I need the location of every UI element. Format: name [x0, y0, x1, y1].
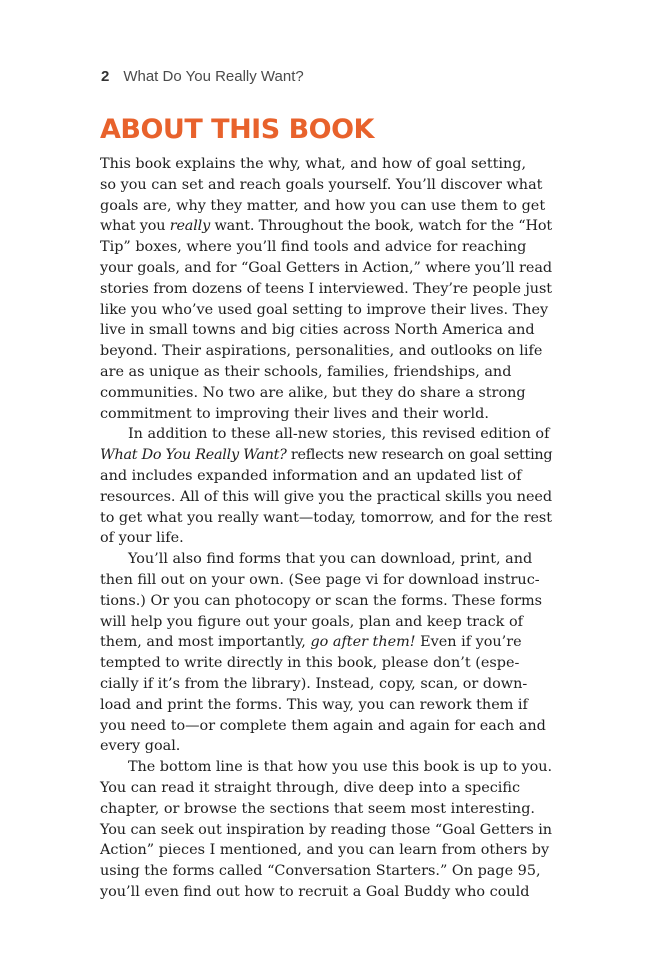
text-segment: every goal.	[100, 738, 181, 755]
text-segment: them, and most importantly,	[100, 634, 311, 651]
text-line	[100, 320, 552, 341]
text-line	[100, 799, 552, 820]
text-line	[100, 279, 552, 300]
text-line	[100, 716, 552, 737]
text-segment: you need to—or complete them again and again for each and	[100, 717, 546, 734]
emphasis-text: What Do You Really Want?	[100, 447, 287, 464]
text-line	[100, 528, 552, 549]
running-head-title: What Do You Really Want?	[123, 68, 304, 85]
text-line	[100, 570, 552, 591]
text-line	[100, 404, 552, 425]
text-line	[100, 757, 552, 778]
text-segment: using the forms called “Conversation Starters.” On page 95,	[100, 863, 541, 880]
text-line	[100, 237, 552, 258]
text-segment: Tip” boxes, where you’ll find tools and advice for reaching	[100, 239, 527, 256]
text-line	[100, 424, 552, 445]
text-line	[100, 820, 552, 841]
text-line	[100, 383, 552, 404]
text-segment: are as unique as their schools, families, friendships, and	[100, 363, 512, 380]
text-segment: The bottom line is that how you use this book is up to you.	[128, 759, 552, 776]
text-line	[100, 549, 552, 570]
text-line	[100, 674, 552, 695]
text-segment: then fill out on your own. (See page vi for download instruc-	[100, 571, 540, 588]
text-segment: beyond. Their aspirations, personalities, and outlooks on life	[100, 343, 543, 360]
text-line	[100, 466, 552, 487]
text-line	[100, 258, 552, 279]
text-line	[100, 612, 552, 633]
text-line	[100, 300, 552, 321]
text-segment: resources. All of this will give you the practical skills you need	[100, 488, 552, 505]
text-segment: chapter, or browse the sections that seem most interesting.	[100, 800, 535, 817]
text-segment: will help you figure out your goals, plan and keep track of	[100, 613, 523, 630]
running-head	[101, 68, 304, 85]
text-line	[100, 216, 552, 237]
text-segment: of your life.	[100, 530, 184, 547]
text-line	[100, 591, 552, 612]
emphasis-text: go after them!	[310, 634, 416, 651]
text-segment: live in small towns and big cities across North America and	[100, 322, 535, 339]
text-segment: You’ll also find forms that you can download, print, and	[128, 551, 533, 568]
text-line	[100, 882, 552, 903]
emphasis-text: really	[169, 218, 211, 235]
text-segment: goals are, why they matter, and how you can use them to get	[100, 197, 546, 214]
text-segment: In addition to these all-new stories, this revised edition of	[128, 426, 550, 443]
text-segment: You can seek out inspiration by reading those “Goal Getters in	[100, 821, 552, 838]
text-segment: what you	[100, 218, 170, 235]
text-segment: tempted to write directly in this book, please don’t (espe-	[100, 655, 520, 672]
text-line	[100, 840, 552, 861]
text-line	[100, 487, 552, 508]
text-segment: so you can set and reach goals yourself. You’ll discover what	[100, 176, 543, 193]
text-segment: your goals, and for “Goal Getters in Action,” where you’ll read	[100, 259, 552, 276]
text-segment: want. Throughout the book, watch for the “Hot	[210, 218, 552, 235]
text-segment: Even if you’re	[415, 634, 522, 651]
text-segment: like you who’ve used goal setting to improve their lives. They	[100, 301, 549, 318]
text-line	[100, 653, 552, 674]
text-segment: to get what you really want—today, tomorrow, and for the rest	[100, 509, 552, 526]
text-segment: load and print the forms. This way, you can rework them if	[100, 696, 528, 713]
text-line	[100, 154, 552, 175]
text-segment: commitment to improving their lives and their world.	[100, 405, 489, 422]
body-text	[100, 154, 552, 903]
text-line	[100, 196, 552, 217]
text-line	[100, 736, 552, 757]
text-segment: communities. No two are alike, but they do share a strong	[100, 384, 526, 401]
text-line	[100, 632, 552, 653]
text-line	[100, 445, 552, 466]
text-line	[100, 341, 552, 362]
text-segment: Action” pieces I mentioned, and you can learn from others by	[100, 842, 550, 859]
text-segment: and includes expanded information and an updated list of	[100, 467, 522, 484]
text-segment: tions.) Or you can photocopy or scan the forms. These forms	[100, 592, 542, 609]
page-number: 2	[101, 68, 110, 85]
text-segment: You can read it straight through, dive deep into a specific	[100, 779, 521, 796]
section-heading: ABOUT THIS BOOK	[100, 114, 374, 145]
text-line	[100, 861, 552, 882]
text-line	[100, 508, 552, 529]
text-line	[100, 362, 552, 383]
text-line	[100, 175, 552, 196]
text-segment: This book explains the why, what, and how of goal setting,	[100, 156, 527, 172]
text-segment: you’ll even find out how to recruit a Goal Buddy who could	[100, 883, 530, 900]
text-segment: stories from dozens of teens I interviewed. They’re people just	[100, 280, 552, 297]
text-line	[100, 695, 552, 716]
text-segment: reflects new research on goal setting	[286, 447, 553, 464]
text-line	[100, 778, 552, 799]
text-segment: cially if it’s from the library). Instead, copy, scan, or down-	[100, 675, 528, 692]
